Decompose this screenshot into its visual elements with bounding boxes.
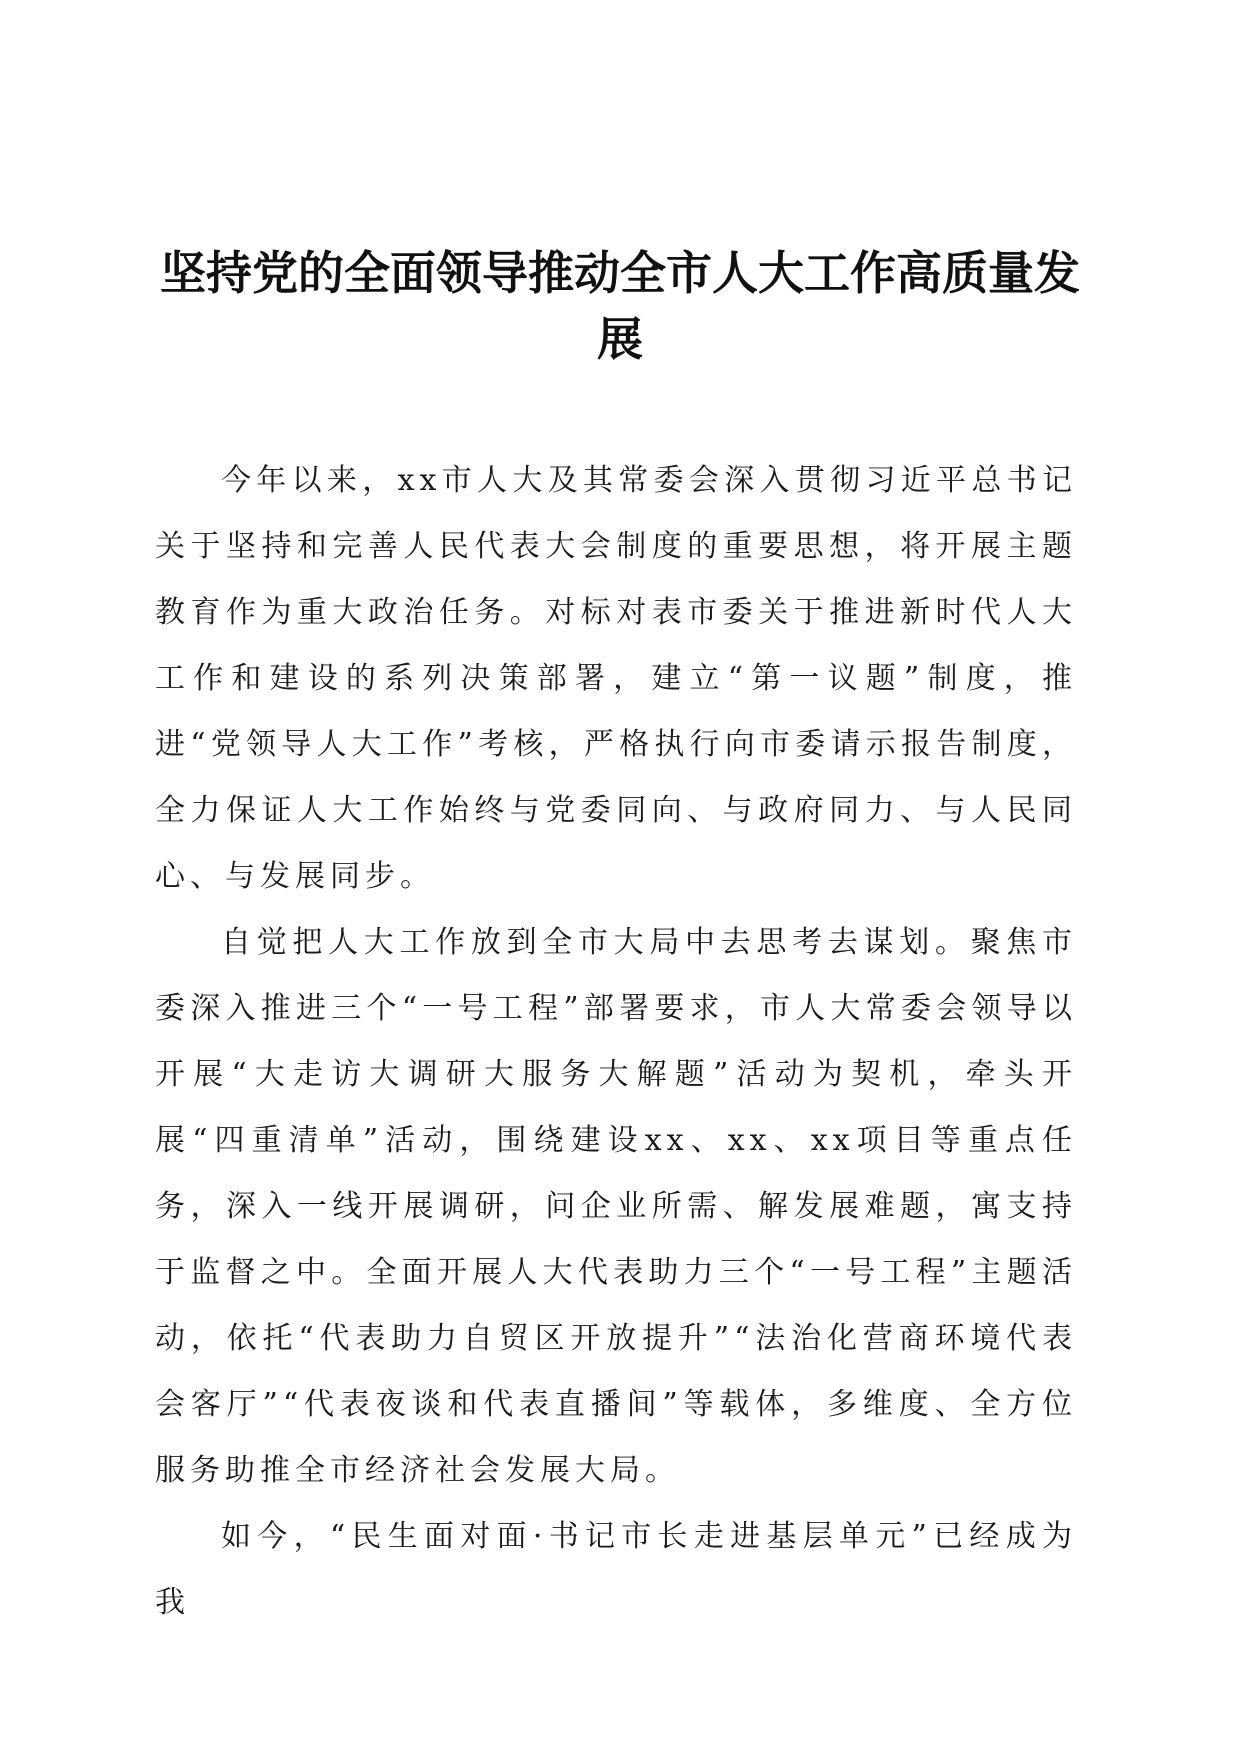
document-title: 坚持党的全面领导推动全市人大工作高质量发展: [160, 246, 1080, 366]
body-paragraph: 自觉把人大工作放到全市大局中去思考去谋划。聚焦市委深入推进三个“一号工程”部署要求，市人大常委会领导以开展“大走访大调研大服务大解题”活动为契机，牵头开展“四重清单”活动，围绕建设xx、xx、xx项目等重点任务，深入一线开展调研，问企业所需、解发展难题，寓支持于监督之中。全面开展人大代表助力三个“一号工程”主题活动，依托“代表助力自贸区开放提升”“法治化营商环境代表会客厅”“代表夜谈和代表直播间”等载体，多维度、全方位服务助推全市经济社会发展大局。: [155, 925, 1077, 1488]
body-paragraph: 如今，“民生面对面·书记市长走进基层单元”已经成为我: [155, 1519, 1077, 1620]
document-body: [155, 448, 1077, 1636]
body-paragraph: 今年以来，xx市人大及其常委会深入贯彻习近平总书记关于坚持和完善人民代表大会制度的重要思想，将开展主题教育作为重大政治任务。对标对表市委关于推进新时代人大工作和建设的系列决策部署，建立“第一议题”制度，推进“党领导人大工作”考核，严格执行向市委请示报告制度，全力保证人大工作始终与党委同向、与政府同力、与人民同心、与发展同步。: [155, 463, 1077, 894]
